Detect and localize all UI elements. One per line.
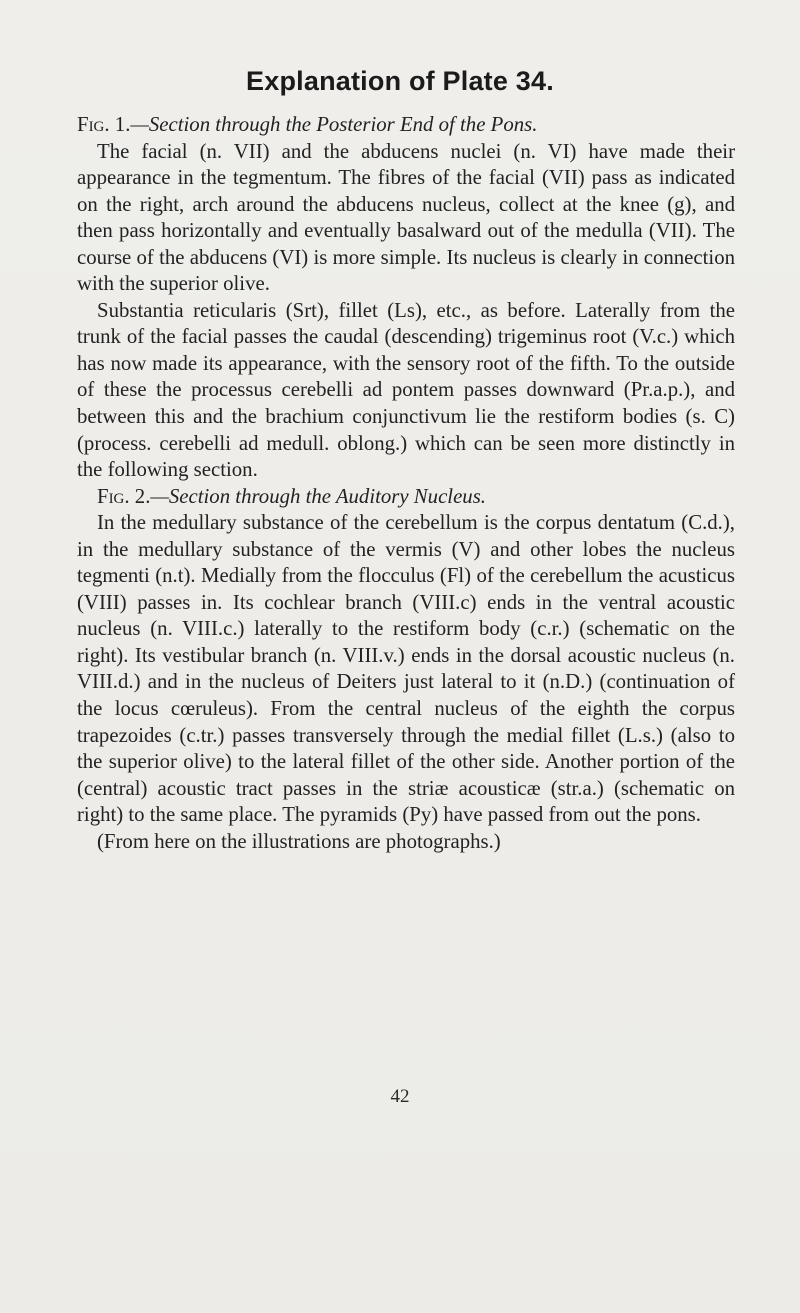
fig1-title: —Section through the Posterior End of the Pons.: [130, 113, 538, 136]
fig1-paragraph-1: The facial (n. VII) and the abducens nuclei (n. VI) have made their appearance in the tegmentum. The fibres of the facial (VII) pass as indicated on the right, arch around the abducens nucleus, collect at the knee (g), and then pass horizontally and eventually basalward out of the medulla (VII). The course of the abducens (VI) is more simple. Its nucleus is clearly in connection with the superior olive.: [77, 139, 735, 296]
fig2-label: Fig. 2.: [97, 484, 151, 508]
fig1-label: Fig. 1.: [77, 113, 131, 136]
fig2-caption: [77, 484, 735, 511]
fig1-paragraph-2: Substantia reticularis (Srt), fillet (Ls), etc., as before. Laterally from the trunk of the facial passes the caudal (descending) trigeminus root (V.c.) which has now made its appearance, with the sensory root of the fifth. To the outside of these the processus cerebelli ad pontem passes downward (Pr.a.p.), and between this and the brachium conjunctivum lie the restiform bodies (s. C) (process. cerebelli ad medull. oblong.) which can be seen more distinctly in the following section.: [77, 298, 735, 482]
fig2-paragraph-1: In the medullary substance of the cerebellum is the corpus dentatum (C.d.), in the medullary substance of the vermis (V) and other lobes the nucleus tegmenti (n.t). Medially from the flocculus (Fl) of the cerebellum the acusticus (VIII) passes in. Its cochlear branch (VIII.c) ends in the ventral acoustic nucleus (n. VIII.c.) laterally to the restiform body (c.r.) (schematic on the right). Its vestibular branch (n. VIII.v.) ends in the dorsal acoustic nucleus (n. VIII.d.) and in the nucleus of Deiters just lateral to it (n.D.) (continuation of the locus cœruleus). From the central nucleus of the eighth the corpus trapezoides (c.tr.) passes transversely through the medial fillet (L.s.) (also to the superior olive) to the lateral fillet of the other side. Another portion of the (central) acoustic tract passes in the striæ acousticæ (str.a.) (schematic on right) to the same place. The pyramids (Py) have passed from out the pons.: [77, 511, 735, 827]
body-text: [77, 112, 735, 855]
page-heading: Explanation of Plate 34.: [246, 66, 554, 96]
fig2-title: —Section through the Auditory Nucleus.: [150, 484, 486, 508]
footnote: (From here on the illustrations are photographs.): [97, 829, 501, 853]
page-number: 42: [390, 1086, 410, 1107]
fig1-caption: [77, 112, 735, 139]
